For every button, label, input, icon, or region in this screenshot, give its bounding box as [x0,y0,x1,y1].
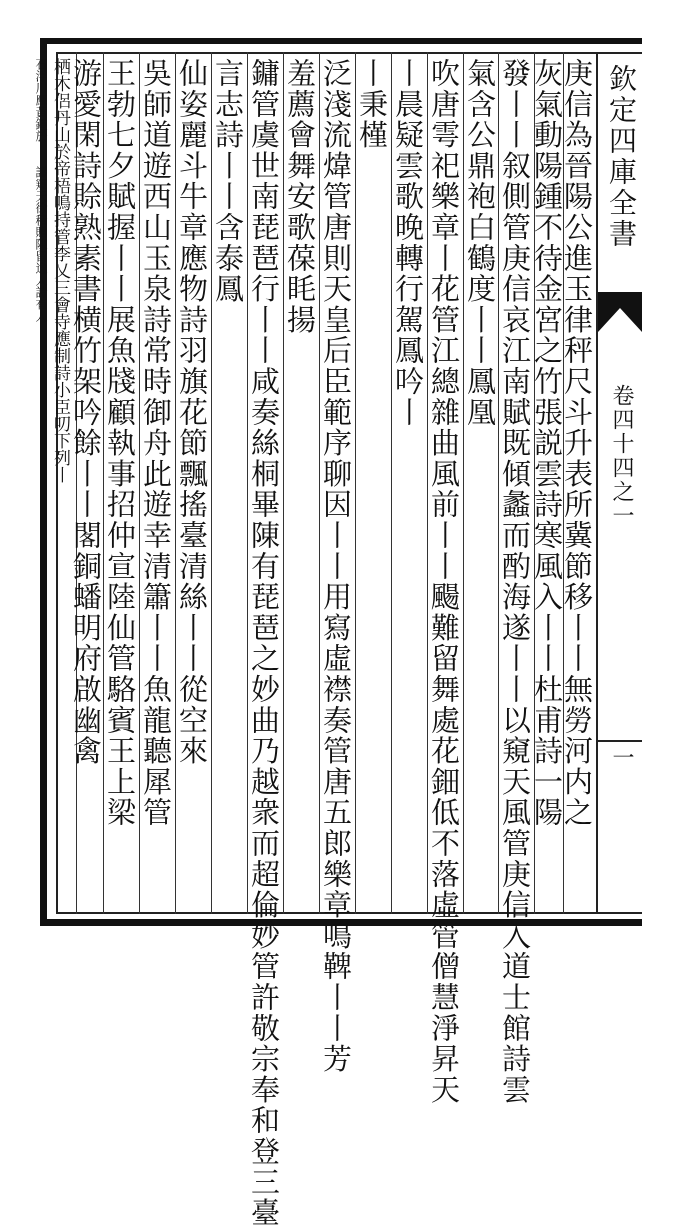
text-column: 仙姿麗斗牛章應物詩羽旗花節飄搖臺清絲丨丨從空來 [175,58,209,767]
fish-tail-icon [598,292,642,332]
text-column: 石浮川應黃鍾於丨丨謬窺天徐積贈陳留逸人詩有人 [34,58,48,322]
text-column: 泛淺流煒管唐則天皇后臣範序聊因丨丨用寫虛襟奏管唐五郎樂章鳴鞞丨丨芳 [319,58,353,1075]
text-column: 丨晨疑雲歌晚轉行駕鳳吟丨 [391,58,425,428]
text-column: 丨秉槿 [355,58,389,151]
text-column: 吳師道遊西山玉泉詩常時御舟此遊幸清簫丨丨魚龍聽犀管 [139,58,173,828]
text-column: 灰氣動陽鍾不待金宮之竹張説雲詩寒風入丨丨杜甫詩一陽 [530,58,564,828]
text-column: 庚信為晉陽公進玉律秤尺斗升表所冀節移丨丨無勞河内之 [560,58,594,828]
text-column: 栖木侶丹山於帝梧鳴持管李乂三會寺應制詩小臣叨下列丨 [50,58,70,483]
text-column: 言志詩丨丨含泰鳳 [211,58,245,305]
text-column: 王勃七夕賦握丨丨展魚牋顧執事招仲宣陸仙管駱賓王上梁 [103,58,137,828]
page-number: 一 [609,746,634,768]
text-column: 游愛閑詩賒熟素書横竹架吟餘丨丨閣銅蟠明府啟幽禽 [69,58,103,767]
book-title: 欽定四庫全書 [605,64,638,250]
page-number-rule [598,740,642,742]
text-column: 羞薦會舞安歌葆眊揚 [283,58,317,336]
text-column: 發丨丨叙側管庚信哀江南賦既傾蠡而酌海遂丨丨以窺天風管庚信入道士館詩雲 [498,58,532,1106]
text-column: 鏞管虞世南琵琶行丨丨咸奏絲桐畢陳有琵琶之妙曲乃越衆而超倫妙管許敬宗奉和登三臺 [247,58,281,1228]
text-column: 吹唐雩祀樂章丨花管江總雜曲風前丨丨颺難留舞處花鈿低不落虛管僧慧淨昇天 [427,58,461,1106]
text-column: 氣含公鼎袍白鶴度丨丨鳳凰 [463,58,497,428]
volume-label: 卷四十四之一 [609,384,634,528]
